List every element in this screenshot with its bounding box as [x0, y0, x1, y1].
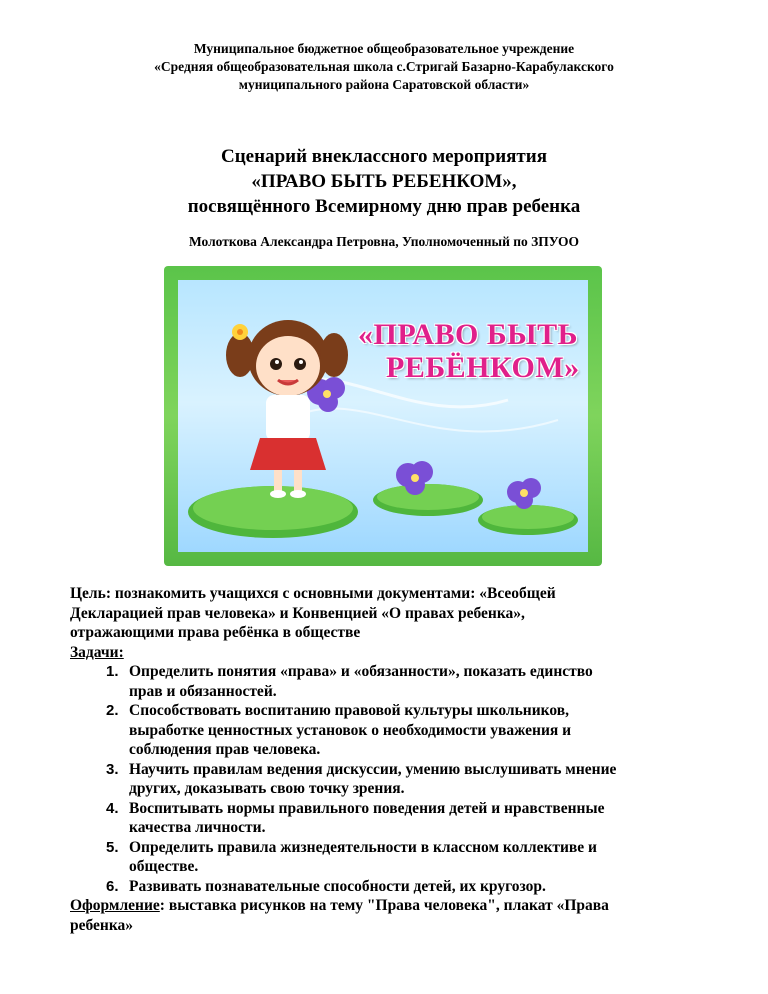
task-item: [106, 838, 730, 877]
title-line-2: «ПРАВО БЫТЬ РЕБЕНКОМ»,: [251, 171, 517, 192]
header-line-3: муниципального района Саратовской области»: [238, 77, 530, 92]
task-item: [106, 799, 730, 838]
task-item: [106, 877, 730, 897]
author-line: Молоткова Александра Петровна, Уполномоченный по ЗПУОО: [188, 234, 580, 249]
document-title: [0, 144, 768, 219]
task-number: 6.: [106, 877, 119, 895]
banner-caption: [358, 318, 588, 384]
task-line: Способствовать воспитанию правовой культуры школьников,: [129, 702, 570, 719]
goal-line-1: Цель: познакомить учащихся с основными документами: «Всеобщей: [70, 585, 556, 602]
banner-caption-line-2: РЕБЁНКОМ»: [386, 351, 580, 384]
task-line: других, доказывать свою точку зрения.: [129, 780, 405, 797]
task-line: Развивать познавательные способности детей, их кругозор.: [129, 877, 546, 895]
task-item: [106, 760, 730, 799]
banner-caption-line-1: «ПРАВО БЫТЬ: [358, 318, 578, 351]
title-line-3: посвящённого Всемирному дню прав ребенка: [187, 196, 581, 217]
task-number: 4.: [106, 799, 119, 817]
banner-image: [164, 266, 602, 566]
task-line: Определить понятия «права» и «обязанности», показать единство: [129, 663, 593, 680]
task-line: Воспитывать нормы правильного поведения детей и нравственные: [129, 799, 605, 817]
decoration-line-2: ребенка»: [70, 916, 134, 934]
task-line: Научить правилам ведения дискуссии, умению выслушивать мнение: [129, 760, 617, 778]
document-body: [70, 584, 730, 935]
banner-canvas: [178, 280, 588, 552]
task-line: прав и обязанностей.: [129, 682, 277, 700]
task-number: 3.: [106, 760, 119, 778]
task-line: качества личности.: [129, 819, 266, 836]
header-line-2: «Средняя общеобразовательная школа с.Стригай Базарно-Карабулакского: [154, 59, 614, 74]
decoration-text: : выставка рисунков на тему "Права человека", плакат «Права: [159, 897, 609, 914]
task-line: Определить правила жизнедеятельности в классном коллективе и: [129, 838, 597, 856]
decoration-line-1: [70, 896, 730, 916]
goal-line-2: Декларацией прав человека» и Конвенцией «О правах ребенка»,: [70, 604, 525, 622]
task-item: [106, 701, 730, 760]
task-line: обществе.: [129, 858, 199, 875]
task-number: 1.: [106, 663, 119, 680]
task-number: 2.: [106, 702, 119, 719]
decoration-label: Оформление: [70, 897, 160, 914]
task-line: соблюдения прав человека.: [129, 741, 321, 758]
task-number: 5.: [106, 838, 119, 856]
goal-line-3: отражающими права ребёнка в обществе: [70, 624, 361, 641]
tasks-list: [70, 662, 730, 896]
header-line-1: Муниципальное бюджетное общеобразовательное учреждение: [193, 41, 575, 56]
task-item: [106, 662, 730, 701]
task-line: выработке ценностных установок о необходимости уважения и: [129, 721, 572, 739]
school-header: [0, 40, 768, 94]
tasks-label: Задачи:: [70, 643, 124, 661]
title-line-1: Сценарий внеклассного мероприятия: [221, 146, 547, 167]
